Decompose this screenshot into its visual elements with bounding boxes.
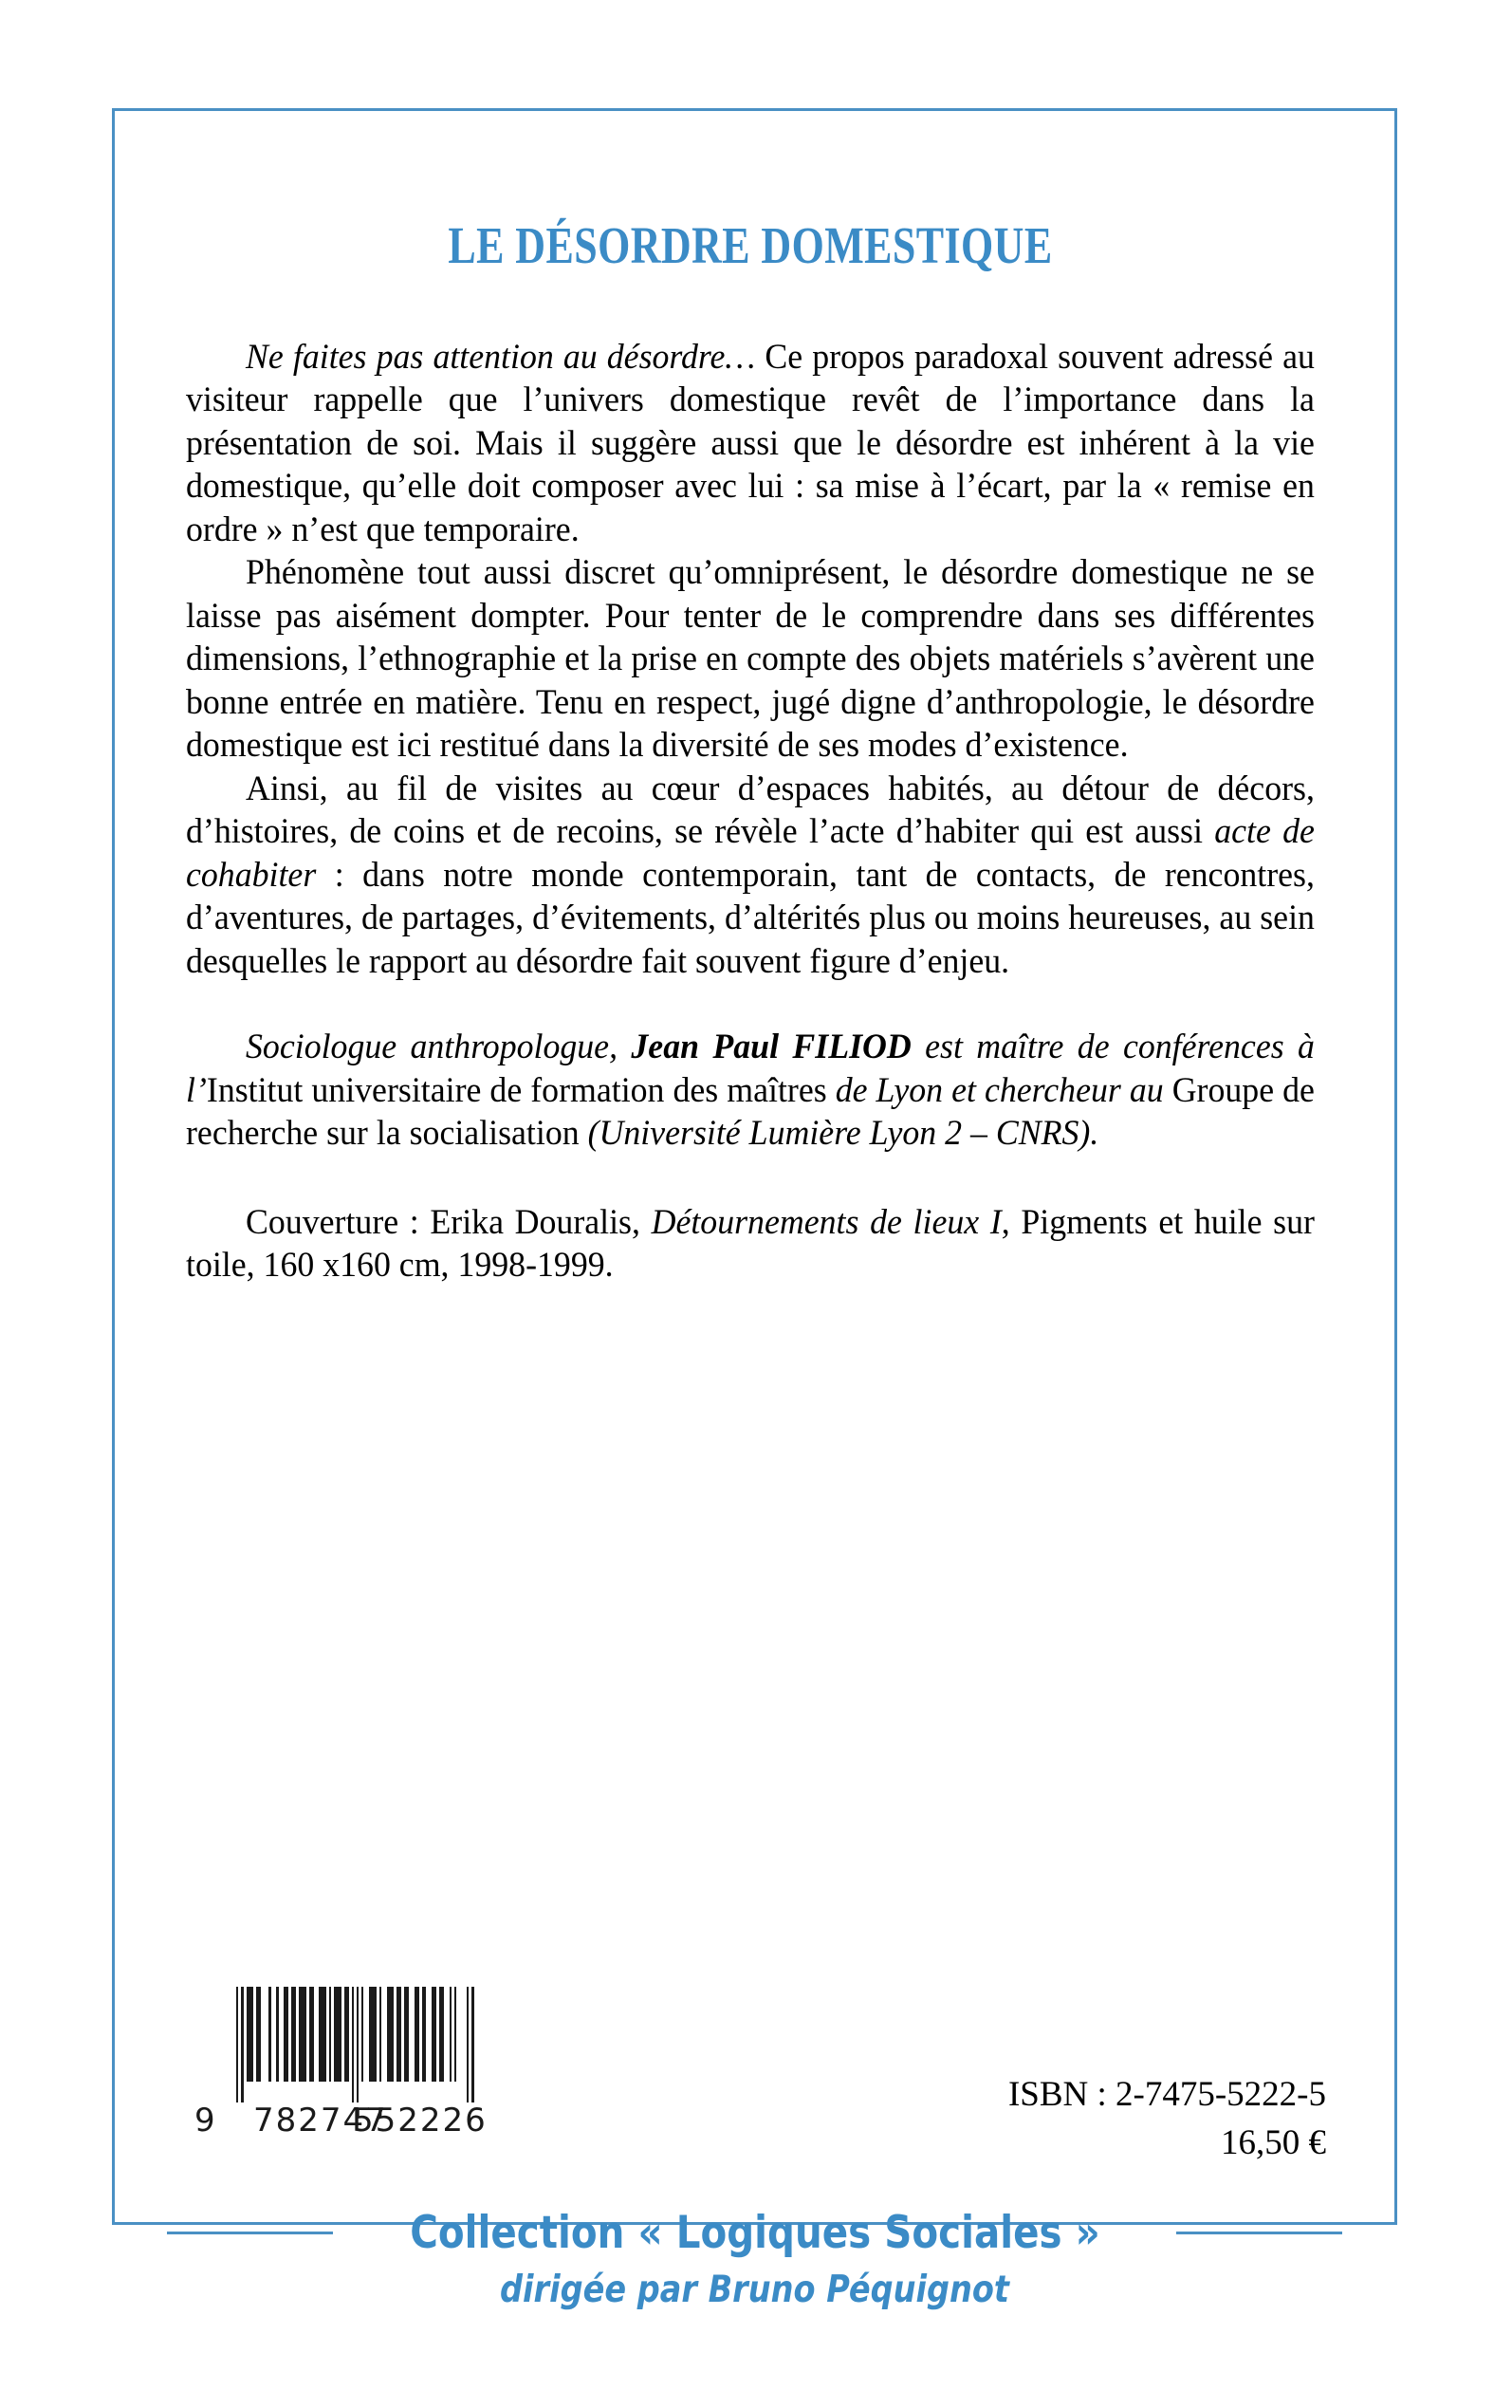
isbn-text: ISBN : 2-7475-5222-5 (1007, 2075, 1326, 2114)
blurb-paragraph-3-part-2: : dans notre monde contemporain, tant de contacts, de rencontres, d’aventures, de partages, d’évitements, d’altérités plus ou moins heureuses, au sein desquelles le rapport au désordre fait souvent figure d’enjeu. (186, 855, 1315, 981)
bio-segment-6: (Université Lumière Lyon 2 – CNRS). (587, 1114, 1099, 1154)
bio-segment-5: Groupe de recherche sur la socialisation (186, 1070, 1315, 1154)
bio-segment-3: Institut universitaire de formation des maîtres (206, 1070, 836, 1110)
blurb-paragraph-1-rest: Ce propos paradoxal souvent adressé au visiteur rappelle que l’univers domestique revêt de l’importance dans la présentation de soi. Mais il suggère aussi que le désordre est inhérent à la vie domestique, qu’elle doit composer avec lui : sa mise à l’écart, par la « remise en ordre » n’est que temporaire. (186, 337, 1315, 549)
bio-segment-4: de Lyon et chercheur au (835, 1070, 1172, 1110)
isbn-price-block (1008, 2070, 1326, 2167)
price-text: 16,50 € (1221, 2123, 1326, 2162)
collection-title-row (112, 2207, 1397, 2259)
artwork-title: Détournements de lieux I (651, 1202, 1002, 1242)
barcode-left-group: 782747 (253, 2102, 388, 2139)
blurb-paragraph-3 (186, 768, 1315, 984)
back-cover-content (186, 218, 1315, 1287)
author-name: Jean Paul FILIOD (631, 1028, 912, 1067)
barcode (194, 1987, 488, 2139)
cover-credit-part-2: , Pigments et huile sur toile, 160 x160 cm, 1998-1999. (186, 1202, 1315, 1286)
barcode-digits (194, 2102, 488, 2139)
blurb-paragraph-3-part-1: Ainsi, au fil de visites au cœur d’espaces habités, au détour de décors, d’histoires, de coins et de recoins, se révèle l’acte d’habiter qui est aussi (186, 769, 1315, 852)
blurb-italic-phrase: acte de cohabiter (186, 812, 1315, 895)
bio-segment-2: est maître de conférences à l’ (186, 1028, 1315, 1110)
cover-credit-part-1: Couverture : Erika Douralis, (246, 1202, 652, 1242)
barcode-right-group: 552226 (353, 2102, 488, 2139)
blurb-lead-italic: Ne faites pas attention au désordre… (246, 337, 756, 377)
rule-left (167, 2232, 333, 2234)
author-bio-paragraph (186, 1026, 1315, 1156)
rule-right (1176, 2232, 1342, 2234)
barcode-lead-digit: 9 (194, 2102, 217, 2139)
collection-director: dirigée par Bruno Péquignot (500, 2269, 1009, 2311)
bio-segment-1: Sociologue anthropologue, (246, 1028, 632, 1067)
blurb-paragraph-2: Phénomène tout aussi discret qu’omniprésent, le désordre domestique ne se laisse pas aisément dompter. Pour tenter de le comprendre dans ses différentes dimensions, l’ethnographie et la prise en compte des objets matériels s’avèrent une bonne entrée en matière. Tenu en respect, jugé digne d’anthropologie, le désordre domestique est ici restitué dans la diversité de ses modes d’existence. (186, 553, 1315, 766)
cover-credit-paragraph (186, 1201, 1315, 1287)
page-title: LE DÉSORDRE DOMESTIQUE (448, 216, 1053, 274)
barcode-icon (236, 1987, 474, 2102)
blurb-paragraph-1 (186, 336, 1315, 552)
collection-footer (112, 2207, 1397, 2311)
collection-name: Collection « Logiques Sociales » (409, 2207, 1100, 2259)
